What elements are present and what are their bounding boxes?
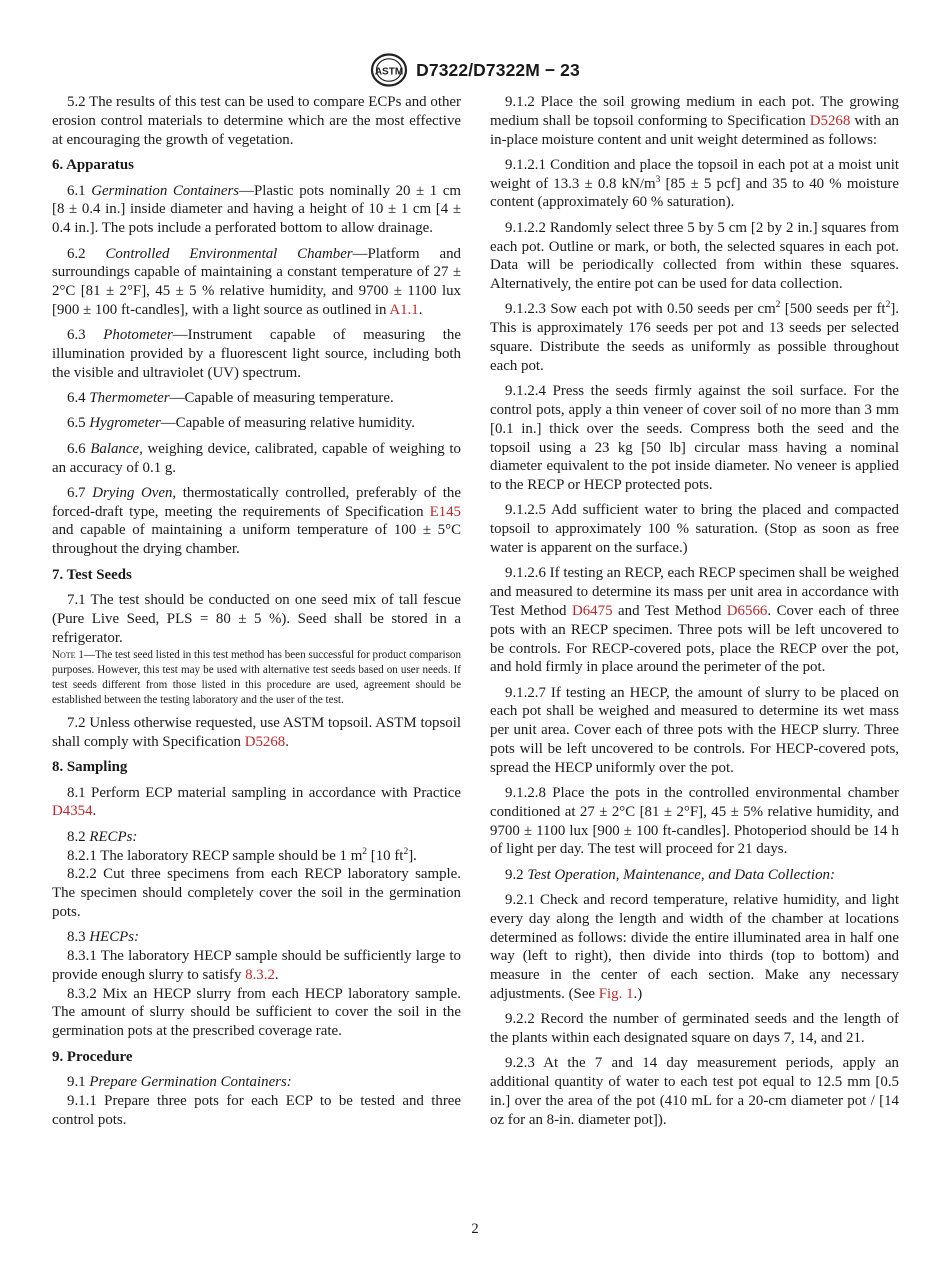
para-9-2-3: 9.2.3 At the 7 and 14 day measurement periods, apply an additional quantity of water to each test pot equal to 12.5 mm [0.5 in.] over the area of the pot (410 mL for a 20-cm diameter pot / [14 oz for an 8-in. diameter pot]). xyxy=(490,1055,899,1128)
para-9-2: 9.2 Test Operation, Maintenance, and Data Collection: xyxy=(505,866,835,883)
link-fig-1[interactable]: Fig. 1 xyxy=(598,986,634,1003)
para-9-1-2-4: 9.1.2.4 Press the seeds firmly against the soil surface. For the control pots, apply a thin veneer of cover soil of no more than 3 mm [0.1 in.] thick over the seeds. Compress both the seed and the topsoil using a 23 kg [50 lb] circular mass having a nominal diameter equivalent to the pot inside diameter. No veneer is applied to the RECP or HECP protected pots. xyxy=(490,383,899,494)
para-9-1-2-6: 9.1.2.6 If testing an RECP, each RECP specimen shall be weighed and measured to determine its mass per unit area in accordance with Test Method D6475 and Test Method D6566. Cover each of three pots with an RECP specimen. Three pots will be left uncovered to be controls. For RECP-covered pots, place the RECP over the pot, and hold firmly in place around the perimeter of the pot. xyxy=(490,565,899,676)
link-a1-1[interactable]: A1.1 xyxy=(389,301,419,318)
para-6-3: 6.3 Photometer—Instrument capable of measuring the illumination provided by a fluorescent light source, including both the visible and ultraviolet (UV) spectrum. xyxy=(52,327,461,381)
para-7-1: 7.1 The test should be conducted on one seed mix of tall fescue (Pure Live Seed, PLS = 80 ± 5 %). Seed shall be stored in a refrigerator. xyxy=(52,592,461,646)
para-6-2: 6.2 Controlled Environmental Chamber—Platform and surroundings capable of maintaining a constant temperature of 27 ± 2°C [81 ± 2°F], 45 ± 5 % relative humidity, and 9700 ± 1100 lux [900 ± 100 ft-candles], with a light source as outlined in A1.1. xyxy=(52,245,461,318)
para-9-1-2-3: 9.1.2.3 Sow each pot with 0.50 seeds per $cm^2$ [500 seeds per $ft^2$]. This is approximately 176 seeds per pot and 13 seeds per selected square. Distribute the seeds as uniformly as possible throughout each pot. xyxy=(490,300,899,374)
para-8-2-2: 8.2.2 Cut three specimens from each RECP laboratory sample. The specimen should completely cover the soil in the germination pots. xyxy=(52,866,461,920)
link-d6475[interactable]: D6475 xyxy=(571,602,613,619)
para-8-3: 8.3 HECPs: xyxy=(67,929,139,946)
page-header xyxy=(0,52,950,88)
para-8-2-1: 8.2.1 The laboratory RECP sample should be 1 $m^2$ [10 $ft^2$]. xyxy=(67,846,417,864)
right-column xyxy=(490,93,899,1136)
astm-logo-text: ASTM xyxy=(374,66,404,78)
para-6-4: 6.4 Thermometer—Capable of measuring temperature. xyxy=(67,390,394,407)
para-8-3-1: 8.3.1 The laboratory HECP sample should be sufficiently large to provide enough slurry to satisfy 8.3.2. xyxy=(52,947,461,983)
para-9-1-2-2: 9.1.2.2 Randomly select three 5 by 5 cm [2 by 2 in.] squares from each pot. Outline or mark, or both, the selected squares in each pot. Data will be periodically collected from within these squares. Alternatively, the entire pot can be used for data collection. xyxy=(490,219,899,293)
page-number: 2 xyxy=(471,1221,479,1237)
para-8-3-2: 8.3.2 Mix an HECP slurry from each HECP laboratory sample. The amount of slurry should be sufficient to cover the soil in the germination pots at the prescribed coverage rate. xyxy=(52,985,461,1040)
para-9-1-2-8: 9.1.2.8 Place the pots in the controlled environmental chamber conditioned at 27 ± 2°C [81 ± 2°F], 45 ± 5% relative humidity, and 9700 ± 1100 lux [900 ± 100 ft-candles]. Photoperiod should be 14 h of light per day. The test will proceed for 21 days. xyxy=(490,785,899,858)
link-d4354[interactable]: D4354 xyxy=(52,803,93,820)
link-8-3-2[interactable]: 8.3.2 xyxy=(245,966,275,983)
para-9-1-2-7: 9.1.2.7 If testing an HECP, the amount of slurry to be placed on each pot shall be weighed and measured to determine its wet mass per unit area. Cover each of three pots with the HECP slurry. Three pots will be left uncovered to be controls. For HECP-covered pots, spread the HECP uniformly over the pot. xyxy=(490,684,899,776)
link-d5268-right[interactable]: D5268 xyxy=(809,112,851,129)
para-5-2: 5.2 The results of this test can be used to compare ECPs and other erosion control materials to determine which are the most effective at encouraging the growth of vegetation. xyxy=(52,94,461,148)
para-9-2-2: 9.2.2 Record the number of germinated seeds and the length of the plants within each designated square on days 7, 14, and 21. xyxy=(490,1011,899,1047)
para-6-6: 6.6 Balance, weighing device, calibrated, capable of weighing to an accuracy of 0.1 g. xyxy=(52,440,461,476)
link-e145[interactable]: E145 xyxy=(429,503,461,520)
note-1: Note 1—The test seed listed in this test method has been successful for product comparison purposes. However, this test may be used with alternative test seeds based on user needs. If test seeds different from those listed in this procedure are used, agreement should be established between the testing laboratory and the user of the test. xyxy=(52,648,461,706)
link-d5268[interactable]: D5268 xyxy=(244,733,286,750)
heading-procedure: 9. Procedure xyxy=(52,1048,133,1065)
para-6-5: 6.5 Hygrometer—Capable of measuring relative humidity. xyxy=(67,415,415,432)
heading-test-seeds: 7. Test Seeds xyxy=(52,567,132,584)
standard-id: D7322/D7322M − 23 xyxy=(416,59,580,80)
para-9-1: 9.1 Prepare Germination Containers: xyxy=(67,1074,292,1091)
link-d6566[interactable]: D6566 xyxy=(726,602,768,619)
heading-apparatus: 6. Apparatus xyxy=(52,157,134,174)
para-9-2-1: 9.2.1 Check and record temperature, relative humidity, and light every day along the length and width of the chamber at locations determined as follows: divide the entire illuminated area in half one way (left to right), then divide into thirds (top to bottom) and measure in the center of each section. Make any necessary adjustments. (See Fig. 1.) xyxy=(490,892,899,1003)
astm-logo-icon xyxy=(370,53,408,87)
para-9-1-2-1: 9.1.2.1 Condition and place the topsoil in each pot at a moist unit weight of 13.3 ± 0.8 $kN/m^3$ [85 ± 5 pcf] and 35 to 40 % moisture content (approximately 60 % saturation). xyxy=(490,156,899,211)
para-9-1-2: 9.1.2 Place the soil growing medium in each pot. The growing medium shall be topsoil conforming to Specification D5268 with an in-place moisture content and unit weight determined as follows: xyxy=(490,94,899,148)
para-9-1-1: 9.1.1 Prepare three pots for each ECP to be tested and three control pots. xyxy=(52,1093,461,1128)
para-6-1: 6.1 Germination Containers—Plastic pots nominally 20 ± 1 cm [8 ± 0.4 in.] inside diameter and having a height of 10 ± 1 cm [4 ± 0.4 in.]. The pots include a perforated bottom to allow drainage. xyxy=(52,182,461,237)
para-8-1: 8.1 Perform ECP material sampling in accordance with Practice D4354. xyxy=(52,784,461,820)
para-6-7: 6.7 Drying Oven, thermostatically controlled, preferably of the forced-draft type, meeting the requirements of Specification E145 and capable of maintaining a uniform temperature of 100 ± 5°C throughout the drying chamber. xyxy=(52,484,461,558)
para-8-2: 8.2 RECPs: xyxy=(67,828,138,845)
para-7-2: 7.2 Unless otherwise requested, use ASTM topsoil. ASTM topsoil shall comply with Specification D5268. xyxy=(52,714,461,750)
left-column xyxy=(52,93,461,1136)
para-9-1-2-5: 9.1.2.5 Add sufficient water to bring the placed and compacted topsoil to approximately 100 % saturation. (Stop as soon as free water is apparent on the surface.) xyxy=(490,502,899,557)
heading-sampling: 8. Sampling xyxy=(52,759,128,776)
